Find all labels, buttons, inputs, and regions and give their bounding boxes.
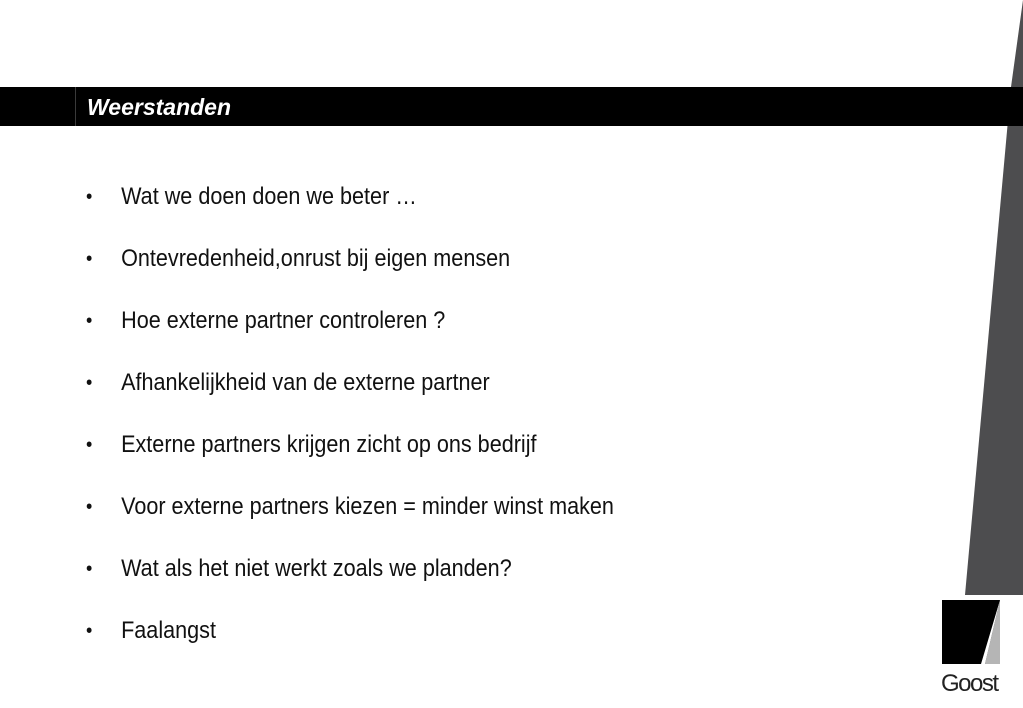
list-item [86, 538, 614, 600]
list-item [86, 290, 614, 352]
bullet-text: Voor externe partners kiezen = minder winst maken [121, 493, 614, 520]
bullet-symbol: • [86, 495, 93, 518]
bullet-text: Wat we doen doen we beter … [121, 183, 417, 210]
bullet-symbol: • [86, 309, 93, 332]
title-divider [75, 87, 76, 126]
logo-text: Goost [941, 670, 998, 697]
bullet-symbol: • [86, 247, 93, 270]
slide-title: Weerstanden [87, 94, 232, 120]
bullet-list [86, 166, 673, 662]
bullet-symbol: • [86, 433, 93, 456]
bullet-text: Afhankelijkheid van de externe partner [121, 369, 490, 396]
bullet-text: Wat als het niet werkt zoals we planden? [121, 555, 512, 582]
list-item [86, 352, 614, 414]
bullet-text: Ontevredenheid,onrust bij eigen mensen [121, 245, 511, 272]
list-item [86, 228, 614, 290]
bullet-symbol: • [86, 185, 93, 208]
bullet-symbol: • [86, 557, 93, 580]
bullet-text: Externe partners krijgen zicht op ons bedrijf [121, 431, 537, 458]
bullet-symbol: • [86, 371, 93, 394]
list-item [86, 600, 614, 662]
list-item [86, 166, 614, 228]
bullet-text: Hoe externe partner controleren ? [121, 307, 446, 334]
bullet-text: Faalangst [121, 617, 216, 644]
list-item [86, 476, 614, 538]
list-item [86, 414, 614, 476]
bullet-symbol: • [86, 619, 93, 642]
